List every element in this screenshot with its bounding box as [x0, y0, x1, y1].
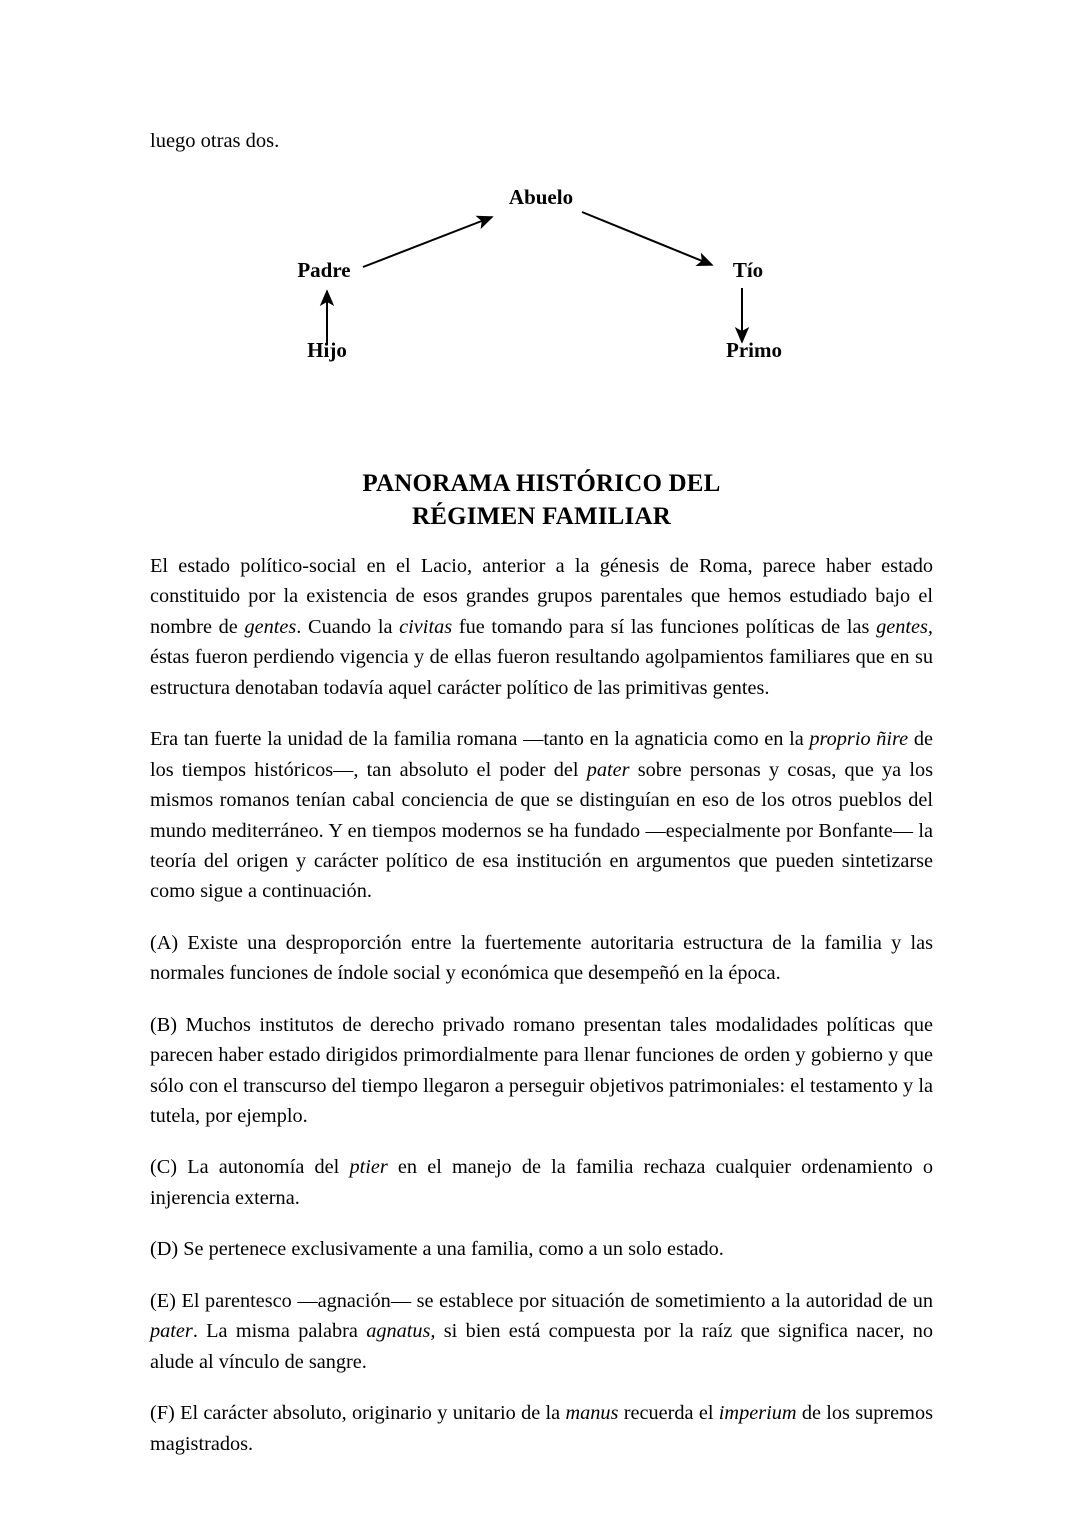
- text-run: éstas fueron perdiendo vigencia y de ellas fueron resultando agolpamientos familiares que en su estructura denotaban todavía aquel carácter político de las primitivas gentes.: [150, 646, 933, 699]
- kinship-diagram: [150, 170, 933, 385]
- italic-civitas: civitas: [399, 615, 453, 638]
- italic-manus: manus: [565, 1402, 619, 1425]
- diagram-node-abuelo: Abuelo: [508, 185, 574, 209]
- text-run: (D) Se pertenece exclusivamente a una familia, como a un solo estado.: [150, 1238, 724, 1261]
- paragraph-intro-2: [150, 724, 933, 907]
- text-run: . Cuando la: [296, 615, 400, 638]
- paragraph-item-a: [150, 928, 933, 989]
- text-run: (F) El carácter absoluto, originario y unitario de la: [150, 1402, 566, 1425]
- paragraph-item-e: [150, 1286, 933, 1377]
- diagram-node-hijo: Hijo: [307, 338, 347, 362]
- section-title: [150, 467, 933, 533]
- italic-pater: pater: [586, 758, 630, 781]
- text-run: (E) El parentesco —agnación— se establece por situación de sometimiento a la autoridad de un: [150, 1289, 933, 1312]
- text-run: en el manejo de la familia rechaza cualquier ordenamiento o injerencia externa.: [150, 1156, 933, 1209]
- edge-abuelo-tio: [582, 212, 712, 265]
- text-run: (C) La autonomía del: [150, 1156, 350, 1179]
- text-run: (B) Muchos institutos de derecho privado romano presentan tales modalidades políticas que parecen haber estado dirigidos primordialmente para llenar funciones de orden y gobierno y que sólo con el transcurso del tiempo llegaron a perseguir objetivos patrimoniales: el testamento y la tutela, por ejemplo.: [150, 1013, 933, 1127]
- body-copy: [150, 551, 933, 1459]
- text-run: fue tomando para sí las funciones políticas de las: [452, 615, 877, 638]
- section-title-line-1: PANORAMA HISTÓRICO DEL: [362, 469, 721, 497]
- intro-line: luego otras dos.: [150, 130, 280, 152]
- text-run: de los tiempos históricos—, tan absoluto el poder del: [150, 728, 933, 781]
- edge-padre-abuelo: [363, 217, 492, 267]
- italic-gentes-2: gentes,: [876, 615, 933, 638]
- text-run: si bien está compuesta por la raíz que significa nacer, no alude al vínculo de sangre.: [150, 1320, 933, 1373]
- italic-proprio-nire: proprio ñire: [809, 728, 909, 751]
- diagram-node-tio: Tío: [732, 258, 764, 282]
- paragraph-item-d: [150, 1234, 933, 1264]
- italic-imperium: imperium: [718, 1402, 797, 1425]
- text-run: sobre personas y cosas, que ya los mismos romanos tenían cabal conciencia de que se distinguían en eso de los otros pueblos del mundo mediterráneo. Y en tiempos modernos se ha fundado —especialmente por Bonfante— la teoría del origen y carácter político de esa institución en argumentos que pueden sintetizarse como sigue a continuación.: [150, 758, 934, 903]
- paragraph-item-f: [150, 1398, 933, 1459]
- italic-pater-2: pater: [150, 1320, 193, 1343]
- paragraph-intro-1: [150, 551, 933, 703]
- italic-agnatus: agnatus,: [366, 1320, 436, 1343]
- text-run: . La misma palabra: [192, 1320, 367, 1343]
- diagram-node-padre: Padre: [297, 258, 351, 282]
- section-title-line-2: RÉGIMEN FAMILIAR: [412, 502, 671, 530]
- paragraph-item-c: [150, 1152, 933, 1213]
- paragraph-item-b: [150, 1010, 933, 1132]
- text-run: Era tan fuerte la unidad de la familia romana —tanto en la agnaticia como en la: [150, 728, 810, 751]
- text-run: El estado político-social en el Lacio, anterior a la génesis de Roma, parece haber estado constituido por la existencia de esos grandes grupos parentales que hemos estudiado bajo el nombre de: [150, 555, 933, 638]
- text-run: recuerda el: [618, 1402, 719, 1425]
- text-run: (A) Existe una desproporción entre la fuertemente autoritaria estructura de la familia y las normales funciones de índole social y económica que desempeñó en la época.: [150, 931, 933, 985]
- diagram-node-primo: Primo: [726, 338, 782, 362]
- text-run: de los supremos magistrados.: [150, 1402, 933, 1455]
- italic-ptier: ptier: [349, 1156, 388, 1179]
- italic-gentes: gentes: [244, 615, 297, 638]
